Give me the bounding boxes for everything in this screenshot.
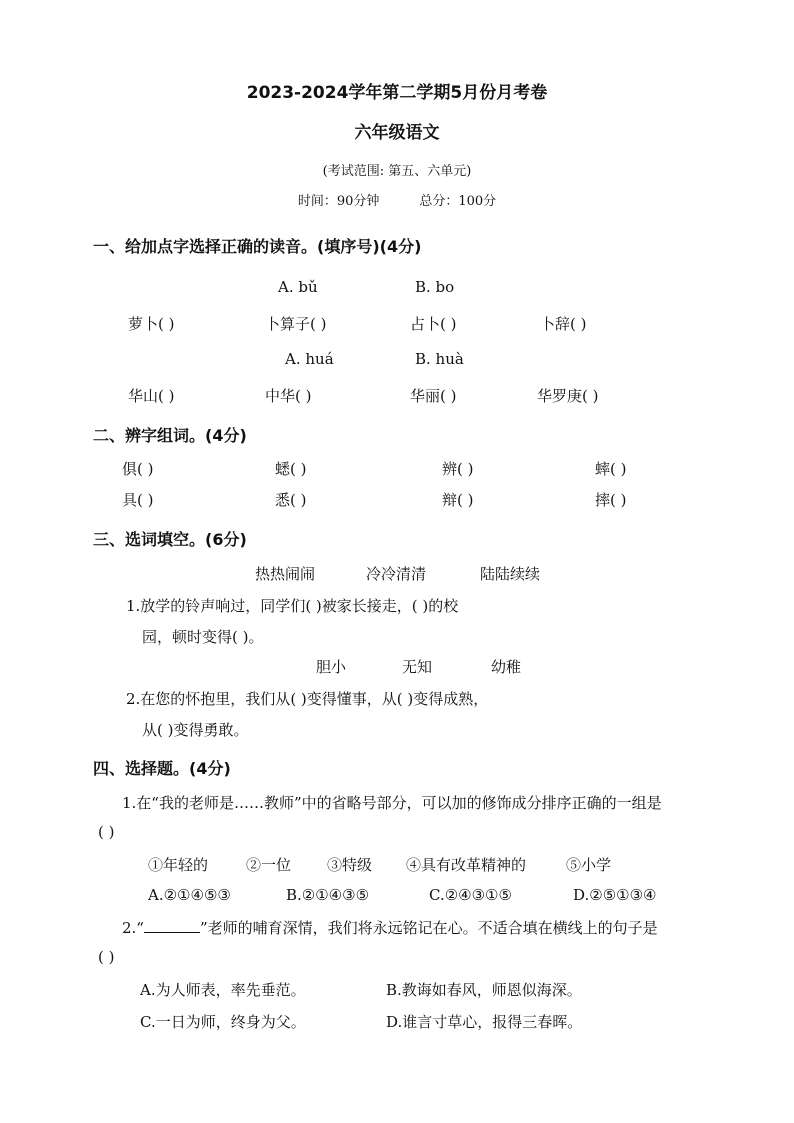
section-2-heading: 二、辨字组词。(4分) [93,426,247,445]
s2-item: 俱( ) [122,460,154,478]
s2-item: 辨( ) [442,460,474,478]
s1-option-b-1: B. bo [415,278,455,296]
s4-q1-option-d: D.②⑤①③④ [573,886,657,904]
s2-item: 具( ) [122,491,154,509]
s4-q2-option-a: A.为人师表，率先垂范。 [140,981,306,999]
exam-scope: (考试范围: 第五、六单元) [322,164,472,179]
s1-option-a-1: A. bǔ [278,278,318,296]
s4-q2-option-c: C.一日为师，终身为父。 [140,1013,306,1031]
s4-q1-option-a: A.②①④⑤③ [148,886,231,904]
s4-modifier-item: ②一位 [246,856,292,874]
exam-time-score [0,190,794,209]
s2-item: 辩( ) [442,491,474,509]
s4-question-1-bracket: ( ) [98,823,115,841]
s3-word-option: 幼稚 [491,658,522,676]
section-3-heading: 三、选词填空。(6分) [93,530,247,549]
s2-item: 摔( ) [595,491,627,509]
s4-q2-suffix: ”老师的哺育深情，我们将永远铭记在心。不适合填在横线上的句子是 [199,919,658,937]
s4-modifier-item: ③特级 [327,856,373,874]
s3-word-option: 无知 [402,658,433,676]
exam-time: 时间：90分钟 [297,194,380,209]
section-1-heading: 一、给加点字选择正确的读音。(填序号)(4分) [93,237,422,256]
section-4-heading: 四、选择题。(4分) [93,759,231,778]
s1-item: 中华( ) [265,387,312,405]
s1-option-a-2: A. huá [285,350,334,368]
exam-subtitle: 六年级语文 [354,123,440,143]
s3-word-option: 冷冷清清 [366,565,427,583]
s4-q1-option-b: B.②①④③⑤ [286,886,370,904]
s3-question-1-line-2: 园，顿时变得( )。 [142,628,264,646]
s3-word-option: 热热闹闹 [255,565,316,583]
s4-question-2-line-1 [122,917,658,938]
s3-question-2-line-2: 从( )变得勇敢。 [142,721,249,739]
s4-q2-prefix: 2.“ [122,919,144,937]
s1-item: 萝卜( ) [128,315,175,333]
s1-item: 占卜( ) [410,315,457,333]
exam-title: 2023-2024学年第二学期5月份月考卷 [246,83,548,103]
s3-question-1-line-1: 1.放学的铃声响过，同学们( )被家长接走，( )的校 [126,597,459,615]
s4-modifier-item: ④具有改革精神的 [406,856,527,874]
s2-item: 悉( ) [275,491,307,509]
s4-q2-option-b: B.教诲如春风，师恩似海深。 [386,981,582,999]
s1-item: 卜算子( ) [265,315,327,333]
s4-q2-option-d: D.谁言寸草心，报得三春晖。 [386,1013,583,1031]
s2-item: 蟋( ) [275,460,307,478]
s1-item: 卜辞( ) [540,315,587,333]
s3-question-2-line-1: 2.在您的怀抱里，我们从( )变得懂事，从( )变得成熟， [126,690,489,708]
s4-modifier-item: ⑤小学 [566,856,612,874]
s4-modifier-item: ①年轻的 [148,856,209,874]
answer-blank-line [144,920,200,933]
s1-item: 华丽( ) [410,387,457,405]
s1-option-b-2: B. huà [415,350,464,368]
s1-item: 华山( ) [128,387,175,405]
s3-word-option: 胆小 [316,658,347,676]
s4-question-2-bracket: ( ) [98,948,115,966]
s2-item: 蟀( ) [595,460,627,478]
s4-question-1-line-1: 1.在“我的老师是……教师”中的省略号部分，可以加的修饰成分排序正确的一组是 [122,794,662,812]
exam-total-score: 总分：100分 [419,194,497,209]
s3-word-option: 陆陆续续 [480,565,541,583]
s4-q1-option-c: C.②④③①⑤ [429,886,512,904]
s1-item: 华罗庚( ) [537,387,599,405]
